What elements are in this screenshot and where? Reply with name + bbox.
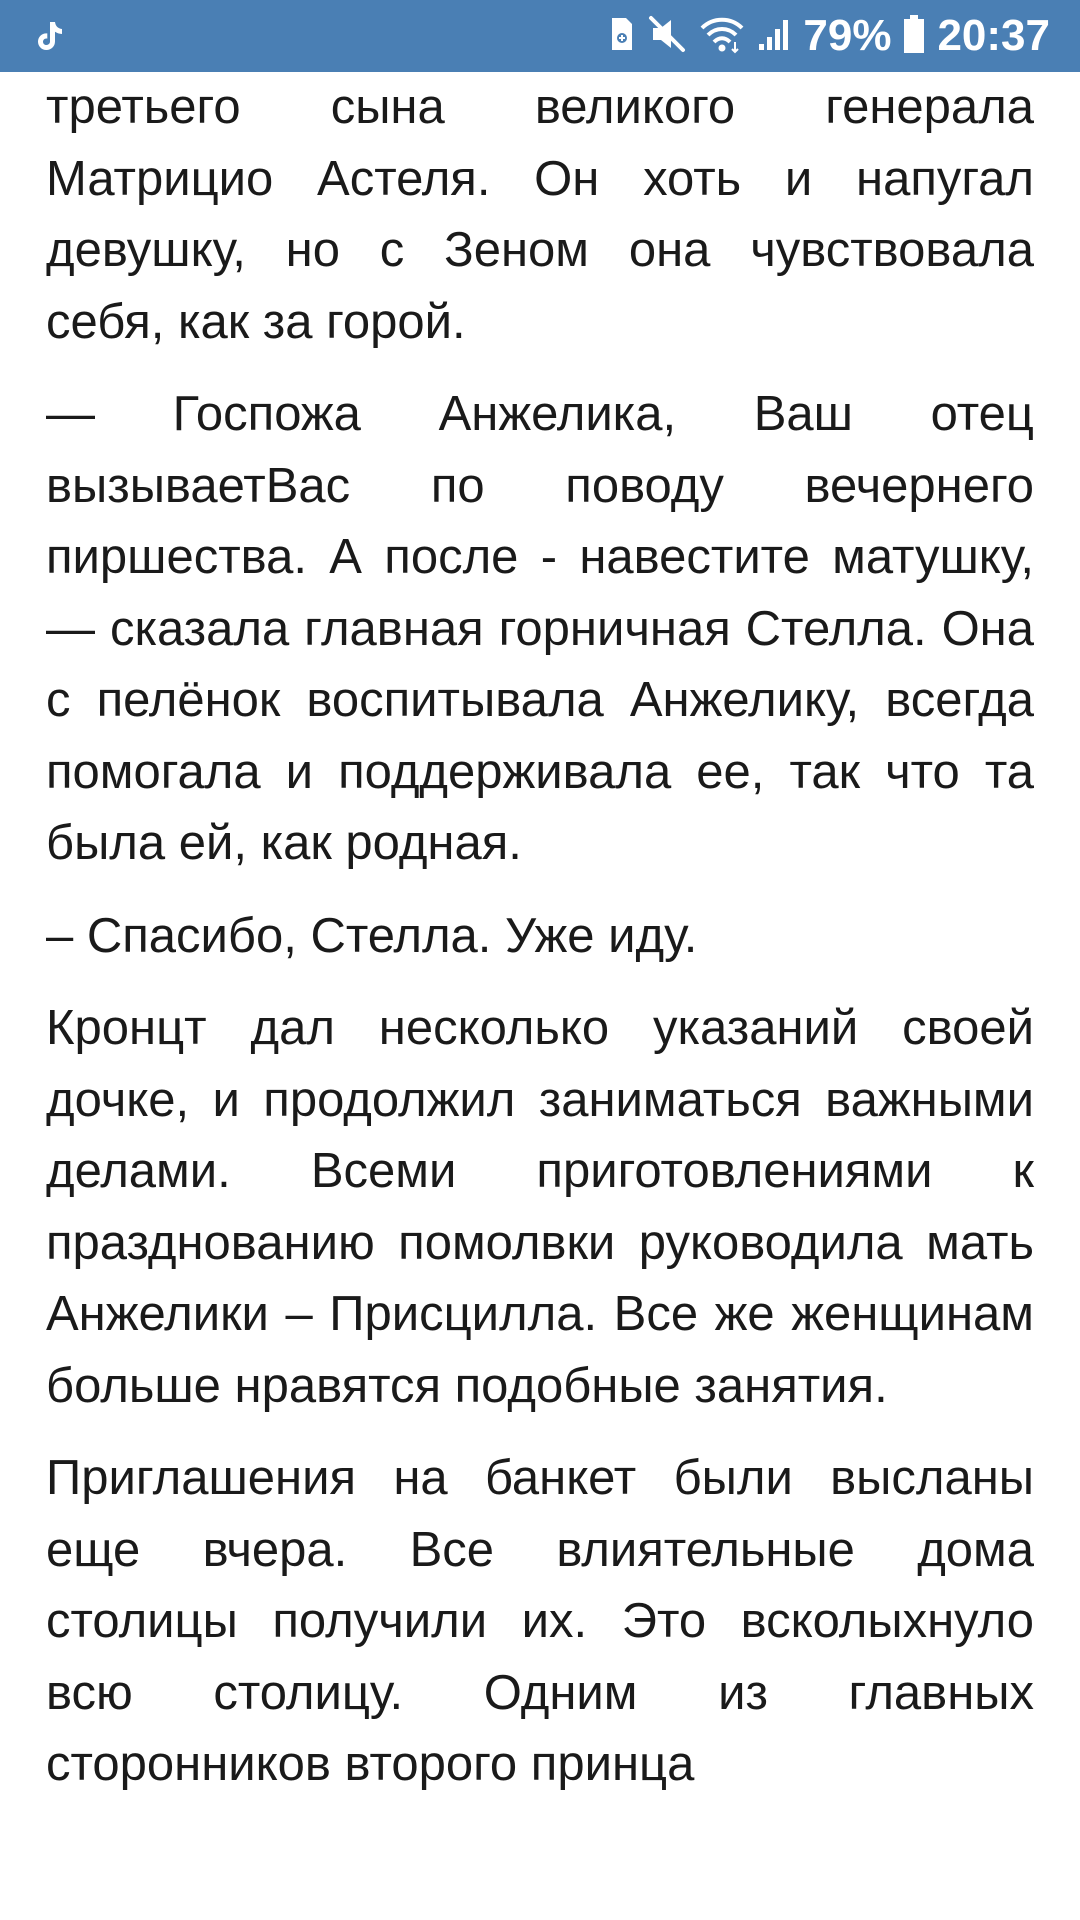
battery-icon bbox=[903, 14, 925, 59]
sim-card-icon bbox=[609, 16, 635, 57]
paragraph: третьего сына великого генерала Матрицио Астеля. Он хоть и напугал девушку, но с Зеном она чувствовала себя, как за горой. bbox=[46, 80, 1034, 349]
paragraph: – Спасибо, Стелла. Уже иду. bbox=[46, 908, 698, 963]
status-bar bbox=[0, 0, 1080, 72]
tiktok-icon[interactable] bbox=[34, 20, 64, 52]
book-text bbox=[46, 72, 1034, 1822]
paragraph: — Госпожа Анжелика, Ваш отец вызываетВас по поводу вечернего пиршества. А после - навестите матушку, — сказала главная горничная Стелла. Она с пелёнок воспитывала Анжелику, всегда помогала и поддерживала ее, так что та была ей, как родная. bbox=[46, 387, 1034, 870]
clock: 20:37 bbox=[937, 11, 1050, 60]
reader-page[interactable] bbox=[0, 72, 1080, 1920]
wifi-icon bbox=[699, 14, 745, 59]
paragraph: Кронцт дал несколько указаний своей дочке, и продолжил заниматься важными делами. Всеми приготовлениями к празднованию помолвки руководила мать Анжелики – Присцилла. Все же женщинам больше нравятся подобные занятия. bbox=[46, 1001, 1034, 1413]
paragraph: Приглашения на банкет были высланы еще вчера. Все влиятельные дома столицы получили их. Это всколыхнуло всю столицу. Одним из главных сторонников второго принца bbox=[46, 1451, 1034, 1791]
battery-percent: 79% bbox=[803, 11, 892, 60]
mute-icon bbox=[647, 14, 687, 59]
status-icons bbox=[609, 0, 1050, 72]
signal-icon bbox=[757, 16, 791, 57]
